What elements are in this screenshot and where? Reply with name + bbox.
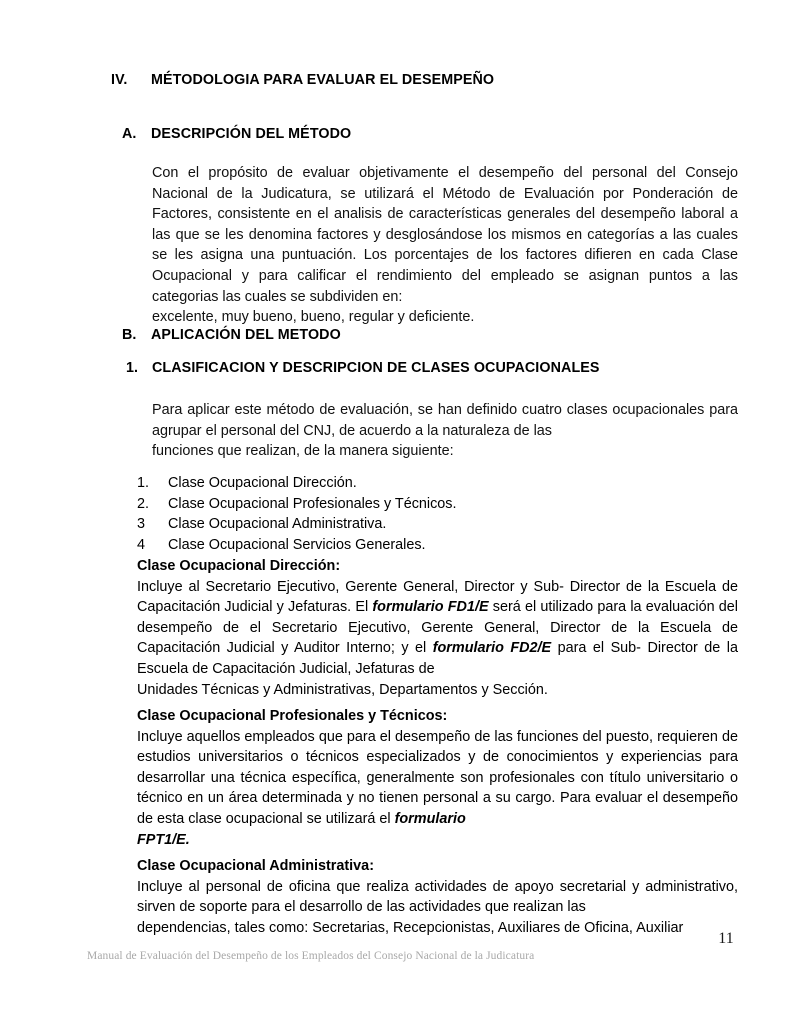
list-item-number: 3: [137, 516, 146, 533]
description-text-part2: será el utilizado para la evaluación del desempeño de el Secretario Ejecutivo, Gerente General, Director de la Escuela de Capacitación Judicial y Auditor Interno; y el: [137, 599, 738, 657]
list-item-number: 4: [137, 536, 146, 553]
section-marker-one: 1.: [126, 360, 139, 376]
description-text-part3: para el Sub- Director de la Escuela de Capacitación Judicial, Jefaturas de: [137, 640, 738, 677]
description-clase-direccion: [137, 556, 738, 700]
description-body-direccion: [137, 577, 738, 680]
paragraph-cuatro-clases: [152, 400, 738, 462]
section-title-one: CLASIFICACION Y DESCRIPCION DE CLASES OCUPACIONALES: [152, 360, 600, 376]
list-item-number: 2.: [137, 495, 150, 512]
list-item-label: Clase Ocupacional Servicios Generales.: [168, 536, 426, 553]
section-marker-b: B.: [122, 327, 137, 343]
list-item-label: Clase Ocupacional Administrativa.: [168, 516, 387, 533]
section-marker-roman: IV.: [111, 72, 128, 88]
description-text-part1: Incluye aquellos empleados que para el desempeño de las funciones del puesto, requieren de estudios universitarios o técnicos especializados y de conocimientos y experiencias para desarrollar una técnica específica, generalmente son profesionales con título universitario o técnico en un área determinada y no tienen personal a su cargo. Para evaluar el desempeño de esta clase ocupacional se utilizará el: [137, 728, 738, 827]
section-title-roman: MÉTODOLOGIA PARA EVALUAR EL DESEMPEÑO: [151, 72, 495, 88]
paragraph-descripcion-metodo-lastline: excelente, muy bueno, bueno, regular y deficiente.: [152, 309, 475, 326]
description-tail-administrativa: dependencias, tales como: Secretarias, Recepcionistas, Auxiliares de Oficina, Auxiliar: [137, 919, 684, 936]
list-item: [137, 473, 567, 494]
footer-note: Manual de Evaluación del Desempeño de los Empleados del Consejo Nacional de la Judicatura: [87, 950, 535, 962]
emphasis-formulario-fd1e: formulario FD1/E: [372, 599, 489, 616]
description-tail-profesionales: FPT1/E.: [137, 831, 190, 848]
list-item: [137, 514, 567, 535]
emphasis-formulario-fd2e: formulario FD2/E: [432, 640, 552, 657]
paragraph-descripcion-metodo: [152, 163, 738, 328]
section-heading-one: [126, 360, 600, 377]
description-title-profesionales: Clase Ocupacional Profesionales y Técnicos:: [137, 708, 448, 724]
emphasis-formulario: formulario: [394, 810, 466, 827]
occupational-class-list: [137, 473, 567, 555]
list-item: [137, 535, 567, 556]
section-marker-a: A.: [122, 126, 137, 142]
paragraph-cuatro-clases-text: Para aplicar este método de evaluación, se han definido cuatro clases ocupacionales para agrupar el personal del CNJ, de acuerdo a la naturaleza de las: [152, 402, 738, 439]
list-item: [137, 494, 567, 515]
description-tail-direccion: Unidades Técnicas y Administrativas, Departamentos y Sección.: [137, 681, 548, 698]
description-body-administrativa: Incluye al personal de oficina que realiza actividades de apoyo secretarial y administrativo, sirven de soporte para el desarrollo de las actividades que realizan las: [137, 878, 738, 916]
description-body-profesionales: [137, 727, 738, 830]
list-item-number: 1.: [137, 475, 150, 491]
paragraph-cuatro-clases-lastline: funciones que realizan, de la manera siguiente:: [152, 443, 454, 460]
section-title-a: DESCRIPCIÓN DEL MÉTODO: [151, 126, 352, 142]
description-title-direccion: Clase Ocupacional Dirección:: [137, 558, 341, 574]
description-clase-administrativa: [137, 856, 738, 938]
section-heading-b: [122, 327, 341, 344]
section-title-b: APLICACIÓN DEL METODO: [151, 327, 341, 343]
list-item-label: Clase Ocupacional Profesionales y Técnicos.: [168, 495, 457, 512]
page-number: 11: [718, 930, 734, 947]
section-heading-roman: [111, 72, 494, 89]
description-clase-profesionales: [137, 706, 738, 850]
section-heading-a: [122, 126, 351, 143]
description-text-part1: Incluye al Secretario Ejecutivo, Gerente General, Director y Sub- Director de la Escuela de Capacitación Judicial y Jefaturas. El: [137, 578, 738, 616]
paragraph-descripcion-metodo-text: Con el propósito de evaluar objetivamente el desempeño del personal del Consejo Nacional de la Judicatura, se utilizará el Método de Evaluación por Ponderación de Factores, consistente en el analisis de características generales del desempeño laboral a las que se les denomina factores y desglosándose los mismos en categorías a las cuales se les asigna una puntuación. Los porcentajes de los factores difieren en cada Clase Ocupacional y para calificar el rendimiento del empleado se asignan puntos a las categorias las cuales se subdividen en:: [152, 165, 738, 305]
description-title-administrativa: Clase Ocupacional Administrativa:: [137, 858, 374, 874]
list-item-label: Clase Ocupacional Dirección.: [168, 475, 357, 491]
